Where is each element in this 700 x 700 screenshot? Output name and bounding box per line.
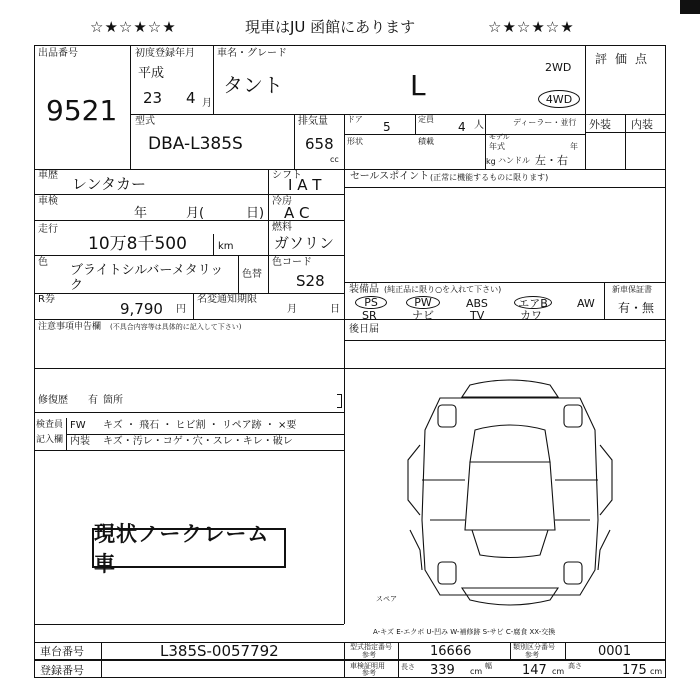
height-value: 175 — [622, 663, 647, 678]
inspector-label-top: 検査員 — [36, 420, 64, 430]
shift-label: シフト — [272, 170, 302, 181]
recycle-value: 9,790 — [120, 300, 163, 318]
category-label: 類別区分番号 — [513, 643, 555, 651]
drive-2wd: 2WD — [545, 61, 572, 74]
handle-value: 左・右 — [535, 154, 568, 167]
capacity-label: 定員 — [418, 115, 434, 124]
warranty-value: 有・無 — [618, 301, 655, 315]
repaint-label: 色替 — [242, 269, 262, 280]
load-unit: kg — [486, 157, 496, 166]
shift-value: I A T — [288, 176, 322, 194]
inspection-day: 日) — [246, 206, 265, 221]
length-value: 339 — [430, 663, 455, 678]
inspector-interior-label: 内装 — [70, 436, 90, 447]
spare-label: スペア — [376, 595, 397, 603]
registration-label: 初度登録年月 — [135, 48, 195, 59]
doors-label: ドア — [347, 115, 363, 124]
notice-day: 日 — [330, 304, 340, 315]
equipment-aw: AW — [577, 297, 595, 310]
fuel-value: ガソリン — [274, 234, 335, 252]
type-label: 型式 — [135, 116, 155, 127]
header-stars-right: ☆★☆★☆★ — [488, 18, 575, 36]
repair-history-value: 有 — [88, 395, 98, 406]
remarks-label: 注意事項申告欄 — [38, 322, 102, 332]
model-year-label-2: 年式 — [489, 142, 505, 151]
fuel-label: 燃料 — [272, 222, 292, 233]
inspection-year: 年 — [134, 206, 148, 221]
equipment-sr: SR — [362, 309, 377, 322]
remarks-note: (不具合内容等は具体的に記入して下さい) — [110, 323, 242, 331]
history-value: レンタカー — [72, 175, 147, 193]
displacement-value: 658 — [305, 135, 334, 153]
width-label: 幅 — [485, 662, 492, 670]
width-unit: cm — [552, 667, 565, 676]
designation-label: 型式指定番号 — [350, 643, 392, 651]
model-label: 車名・グレード — [217, 48, 287, 59]
width-value: 147 — [522, 663, 547, 678]
equipment-note: (純正品に限り○を入れて下さい) — [384, 285, 502, 294]
inspector-label-bottom: 記入欄 — [36, 435, 64, 445]
equipment-tv: TV — [470, 309, 485, 322]
interior-label: 内装 — [631, 118, 653, 131]
shape-label: 形状 — [347, 137, 363, 146]
notice-month: 月 — [287, 304, 297, 315]
header-text: 現車はJU 函館にあります — [245, 18, 416, 36]
displacement-unit: cc — [330, 155, 339, 164]
lot-label: 出品番号 — [38, 48, 78, 59]
model-year-label: モデル — [489, 133, 510, 141]
repair-history-label: 修復歴 — [38, 395, 68, 406]
category-label-2: 参考 — [525, 651, 539, 659]
category-value: 0001 — [598, 644, 632, 659]
height-unit: cm — [650, 667, 663, 676]
interior-items: キズ・汚レ・コゲ・穴・スレ・キレ・破レ — [103, 436, 293, 447]
inspection-label: 車検 — [38, 196, 58, 207]
history-label: 車歴 — [38, 170, 58, 181]
designation-value: 16666 — [430, 644, 472, 659]
dealer-label: ディーラー・並行 — [513, 118, 577, 127]
recycle-label: R券 — [38, 294, 55, 305]
length-unit: cm — [470, 667, 483, 676]
fw-label: FW — [70, 420, 86, 431]
lot-number: 9521 — [46, 94, 118, 127]
length-label: 車検証明用 — [350, 662, 385, 670]
load-label: 積載 — [418, 137, 434, 146]
header-stars-left: ☆★☆★☆★ — [90, 18, 177, 36]
inspection-month: 月( — [186, 206, 205, 221]
color-code-value: S28 — [296, 272, 325, 290]
capacity-value: 4 — [458, 120, 466, 134]
equipment-label: 装備品 — [349, 284, 379, 295]
length-label-2: 参考 — [362, 669, 376, 677]
ac-label: 冷房 — [272, 196, 292, 207]
plate-label: 登録番号 — [40, 664, 84, 677]
repair-history-suffix: 箇所 — [103, 395, 123, 406]
equipment-ps: PS — [355, 296, 387, 309]
car-damage-diagram — [400, 370, 620, 620]
handle-label: ハンドル — [498, 156, 530, 165]
repair-bracket — [337, 394, 342, 408]
warranty-label: 新車保証書 — [612, 285, 652, 294]
rear-label: 後日届 — [349, 324, 379, 335]
model-name: タント — [223, 73, 283, 97]
equipment-airbag: エアB — [514, 296, 552, 309]
color-code-label: 色コード — [272, 257, 312, 268]
notice-label: 名変通知期限 — [197, 294, 257, 305]
equipment-pw: PW — [406, 296, 440, 309]
recycle-unit: 円 — [176, 304, 186, 315]
damage-legend: A-キズ E-エクボ U-凹み W-補修跡 S-サビ C-腐食 XX-交換 — [373, 628, 556, 636]
registration-month-unit: 月 — [202, 98, 212, 109]
registration-era: 平成 — [138, 66, 165, 81]
evaluation-label: 評価点 — [595, 52, 656, 66]
sales-point-label: セールスポイント — [350, 171, 430, 182]
model-grade: L — [410, 69, 426, 102]
sales-point-note: (正常に機能するものに限ります) — [430, 173, 549, 182]
exterior-label: 外装 — [589, 118, 611, 131]
chassis-label: 車台番号 — [40, 645, 84, 658]
height-label: 高さ — [568, 662, 582, 670]
type-value: DBA-L385S — [148, 134, 243, 154]
doors-value: 5 — [383, 120, 391, 134]
equipment-navi: ナビ — [412, 309, 434, 322]
mileage-value: 10万8千500 — [88, 234, 187, 254]
corner-mark — [680, 0, 700, 14]
ac-value: A C — [284, 204, 310, 222]
equipment-leather: カワ — [520, 309, 542, 322]
length-len-label: 長さ — [401, 663, 415, 671]
model-year-unit: 年 — [570, 142, 578, 151]
color-value-line2: ク — [70, 278, 84, 293]
registration-month: 4 — [186, 89, 196, 107]
registration-year: 23 — [143, 89, 163, 107]
capacity-unit: 人 — [474, 120, 484, 131]
mileage-label: 走行 — [38, 224, 58, 235]
displacement-label: 排気量 — [298, 116, 328, 127]
fw-items: キズ ・ 飛石 ・ ヒビ割 ・ リペア跡 ・ ×要 — [103, 420, 297, 431]
color-value-line1: ブライトシルバーメタリッ — [70, 263, 224, 278]
equipment-abs: ABS — [466, 297, 488, 310]
color-label: 色 — [38, 257, 48, 268]
no-claim-stamp: 現状ノークレーム車 — [92, 528, 286, 568]
chassis-value: L385S-0057792 — [160, 642, 279, 660]
drive-4wd: 4WD — [538, 90, 580, 108]
mileage-unit: km — [218, 241, 234, 252]
designation-label-2: 参考 — [362, 651, 376, 659]
